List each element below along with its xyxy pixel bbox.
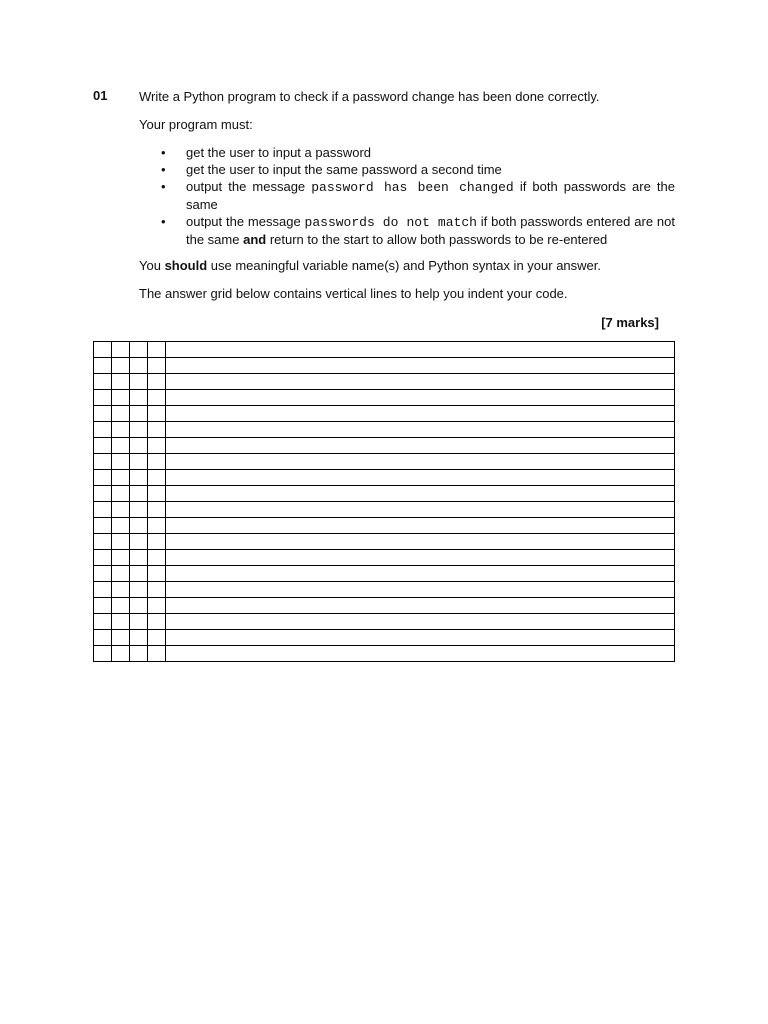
code-cell[interactable] [166, 406, 675, 422]
answer-grid-row [94, 630, 675, 646]
answer-grid-row [94, 582, 675, 598]
indent-cell[interactable] [112, 486, 130, 502]
indent-cell[interactable] [130, 406, 148, 422]
answer-grid-row [94, 566, 675, 582]
indent-cell[interactable] [94, 534, 112, 550]
question-number: 01 [93, 88, 108, 103]
indent-cell[interactable] [130, 646, 148, 662]
indent-cell[interactable] [94, 358, 112, 374]
answer-grid-row [94, 358, 675, 374]
marks-label: [7 marks] [601, 315, 659, 330]
indent-cell[interactable] [148, 502, 166, 518]
indent-cell[interactable] [148, 470, 166, 486]
answer-grid-row [94, 518, 675, 534]
indent-cell[interactable] [112, 438, 130, 454]
indent-cell[interactable] [112, 390, 130, 406]
bullet-icon: • [161, 145, 166, 160]
indent-cell[interactable] [148, 582, 166, 598]
indent-cell[interactable] [112, 342, 130, 358]
indent-cell[interactable] [112, 566, 130, 582]
answer-grid-row [94, 438, 675, 454]
indent-cell[interactable] [130, 422, 148, 438]
answer-grid-row [94, 502, 675, 518]
bullet-icon: • [161, 214, 166, 229]
answer-grid-row [94, 374, 675, 390]
code-cell[interactable] [166, 630, 675, 646]
code-cell[interactable] [166, 598, 675, 614]
indent-cell[interactable] [112, 454, 130, 470]
answer-grid-row [94, 454, 675, 470]
requirement-text: output the message [186, 214, 305, 229]
indent-cell[interactable] [148, 454, 166, 470]
grid-instruction: The answer grid below contains vertical lines to help you indent your code. [139, 286, 568, 301]
indent-cell[interactable] [130, 614, 148, 630]
requirements-list [139, 144, 675, 248]
indent-cell[interactable] [112, 374, 130, 390]
requirements-label: Your program must: [139, 117, 253, 132]
indent-cell[interactable] [130, 598, 148, 614]
indent-cell[interactable] [112, 358, 130, 374]
indent-cell[interactable] [94, 454, 112, 470]
answer-grid-row [94, 646, 675, 662]
indent-cell[interactable] [94, 486, 112, 502]
answer-grid-row [94, 422, 675, 438]
indent-cell[interactable] [94, 550, 112, 566]
indent-cell[interactable] [112, 422, 130, 438]
answer-grid-row [94, 406, 675, 422]
indent-cell[interactable] [148, 374, 166, 390]
question-body [139, 88, 675, 313]
requirement-item [139, 178, 675, 213]
indent-cell[interactable] [130, 342, 148, 358]
indent-cell[interactable] [94, 390, 112, 406]
indent-cell[interactable] [94, 646, 112, 662]
bullet-icon: • [161, 162, 166, 177]
indent-cell[interactable] [130, 566, 148, 582]
code-cell[interactable] [166, 566, 675, 582]
code-cell[interactable] [166, 470, 675, 486]
indent-cell[interactable] [130, 582, 148, 598]
requirement-text: if both passwords entered are not the same [186, 214, 675, 247]
indent-cell[interactable] [148, 486, 166, 502]
indent-cell[interactable] [130, 486, 148, 502]
indent-cell[interactable] [94, 438, 112, 454]
code-cell[interactable] [166, 438, 675, 454]
indent-cell[interactable] [130, 390, 148, 406]
indent-cell[interactable] [94, 374, 112, 390]
indent-cell[interactable] [130, 438, 148, 454]
instruction-emphasis: should [164, 258, 208, 273]
indent-cell[interactable] [112, 470, 130, 486]
instruction-text: use meaningful variable name(s) and Python syntax in your answer. [207, 258, 601, 273]
code-cell[interactable] [166, 646, 675, 662]
indent-cell[interactable] [148, 566, 166, 582]
indent-cell[interactable] [94, 630, 112, 646]
indent-cell[interactable] [94, 518, 112, 534]
indent-cell[interactable] [112, 598, 130, 614]
indent-cell[interactable] [94, 470, 112, 486]
indent-cell[interactable] [148, 390, 166, 406]
indent-cell[interactable] [148, 342, 166, 358]
indent-cell[interactable] [148, 438, 166, 454]
code-cell[interactable] [166, 422, 675, 438]
code-cell[interactable] [166, 614, 675, 630]
indent-cell[interactable] [148, 646, 166, 662]
answer-grid-row [94, 342, 675, 358]
answer-grid-row [94, 550, 675, 566]
requirement-item [139, 161, 675, 178]
code-cell[interactable] [166, 342, 675, 358]
indent-cell[interactable] [112, 534, 130, 550]
indent-cell[interactable] [130, 470, 148, 486]
indent-cell[interactable] [94, 566, 112, 582]
code-cell[interactable] [166, 502, 675, 518]
indent-cell[interactable] [148, 406, 166, 422]
indent-cell[interactable] [130, 534, 148, 550]
instruction-text: You [139, 258, 165, 273]
indent-cell[interactable] [112, 582, 130, 598]
indent-cell[interactable] [148, 598, 166, 614]
indent-cell[interactable] [148, 358, 166, 374]
indent-cell[interactable] [130, 358, 148, 374]
indent-cell[interactable] [148, 614, 166, 630]
indent-cell[interactable] [130, 518, 148, 534]
indent-cell[interactable] [94, 422, 112, 438]
requirement-code: password has been changed [311, 180, 514, 195]
code-cell[interactable] [166, 582, 675, 598]
answer-grid [93, 341, 675, 662]
indent-cell[interactable] [94, 502, 112, 518]
answer-grid-row [94, 534, 675, 550]
requirement-item [139, 144, 675, 161]
indent-cell[interactable] [130, 630, 148, 646]
indent-cell[interactable] [112, 614, 130, 630]
answer-grid-row [94, 614, 675, 630]
answer-grid-row [94, 390, 675, 406]
indent-cell[interactable] [112, 406, 130, 422]
requirement-text: if both passwords are the same [186, 179, 675, 212]
indent-cell[interactable] [112, 502, 130, 518]
requirement-text: get the user to input the same password a second time [186, 162, 502, 177]
indent-cell[interactable] [112, 646, 130, 662]
requirement-emphasis: and [243, 232, 267, 247]
indent-cell[interactable] [148, 534, 166, 550]
code-cell[interactable] [166, 550, 675, 566]
code-cell[interactable] [166, 518, 675, 534]
indent-cell[interactable] [112, 630, 130, 646]
indent-cell[interactable] [130, 502, 148, 518]
indent-cell[interactable] [148, 518, 166, 534]
indent-cell[interactable] [130, 374, 148, 390]
should-instruction [139, 257, 675, 274]
indent-cell[interactable] [112, 518, 130, 534]
indent-cell[interactable] [130, 454, 148, 470]
requirement-item [139, 213, 675, 248]
code-cell[interactable] [166, 358, 675, 374]
code-cell[interactable] [166, 534, 675, 550]
requirement-text: output the message [186, 179, 312, 194]
code-cell[interactable] [166, 374, 675, 390]
indent-cell[interactable] [94, 614, 112, 630]
indent-cell[interactable] [94, 342, 112, 358]
indent-cell[interactable] [94, 598, 112, 614]
question-intro: Write a Python program to check if a password change has been done correctly. [139, 89, 600, 104]
code-cell[interactable] [166, 454, 675, 470]
answer-grid-row [94, 486, 675, 502]
indent-cell[interactable] [148, 422, 166, 438]
indent-cell[interactable] [148, 630, 166, 646]
requirement-code: passwords do not match [304, 215, 477, 230]
requirement-text: get the user to input a password [186, 145, 372, 160]
indent-cell[interactable] [112, 550, 130, 566]
bullet-icon: • [161, 179, 166, 194]
code-cell[interactable] [166, 486, 675, 502]
indent-cell[interactable] [94, 406, 112, 422]
indent-cell[interactable] [94, 582, 112, 598]
indent-cell[interactable] [148, 550, 166, 566]
code-cell[interactable] [166, 390, 675, 406]
answer-grid-row [94, 470, 675, 486]
indent-cell[interactable] [130, 550, 148, 566]
answer-grid-row [94, 598, 675, 614]
requirement-text: return to the start to allow both passwords to be re-entered [266, 232, 608, 247]
